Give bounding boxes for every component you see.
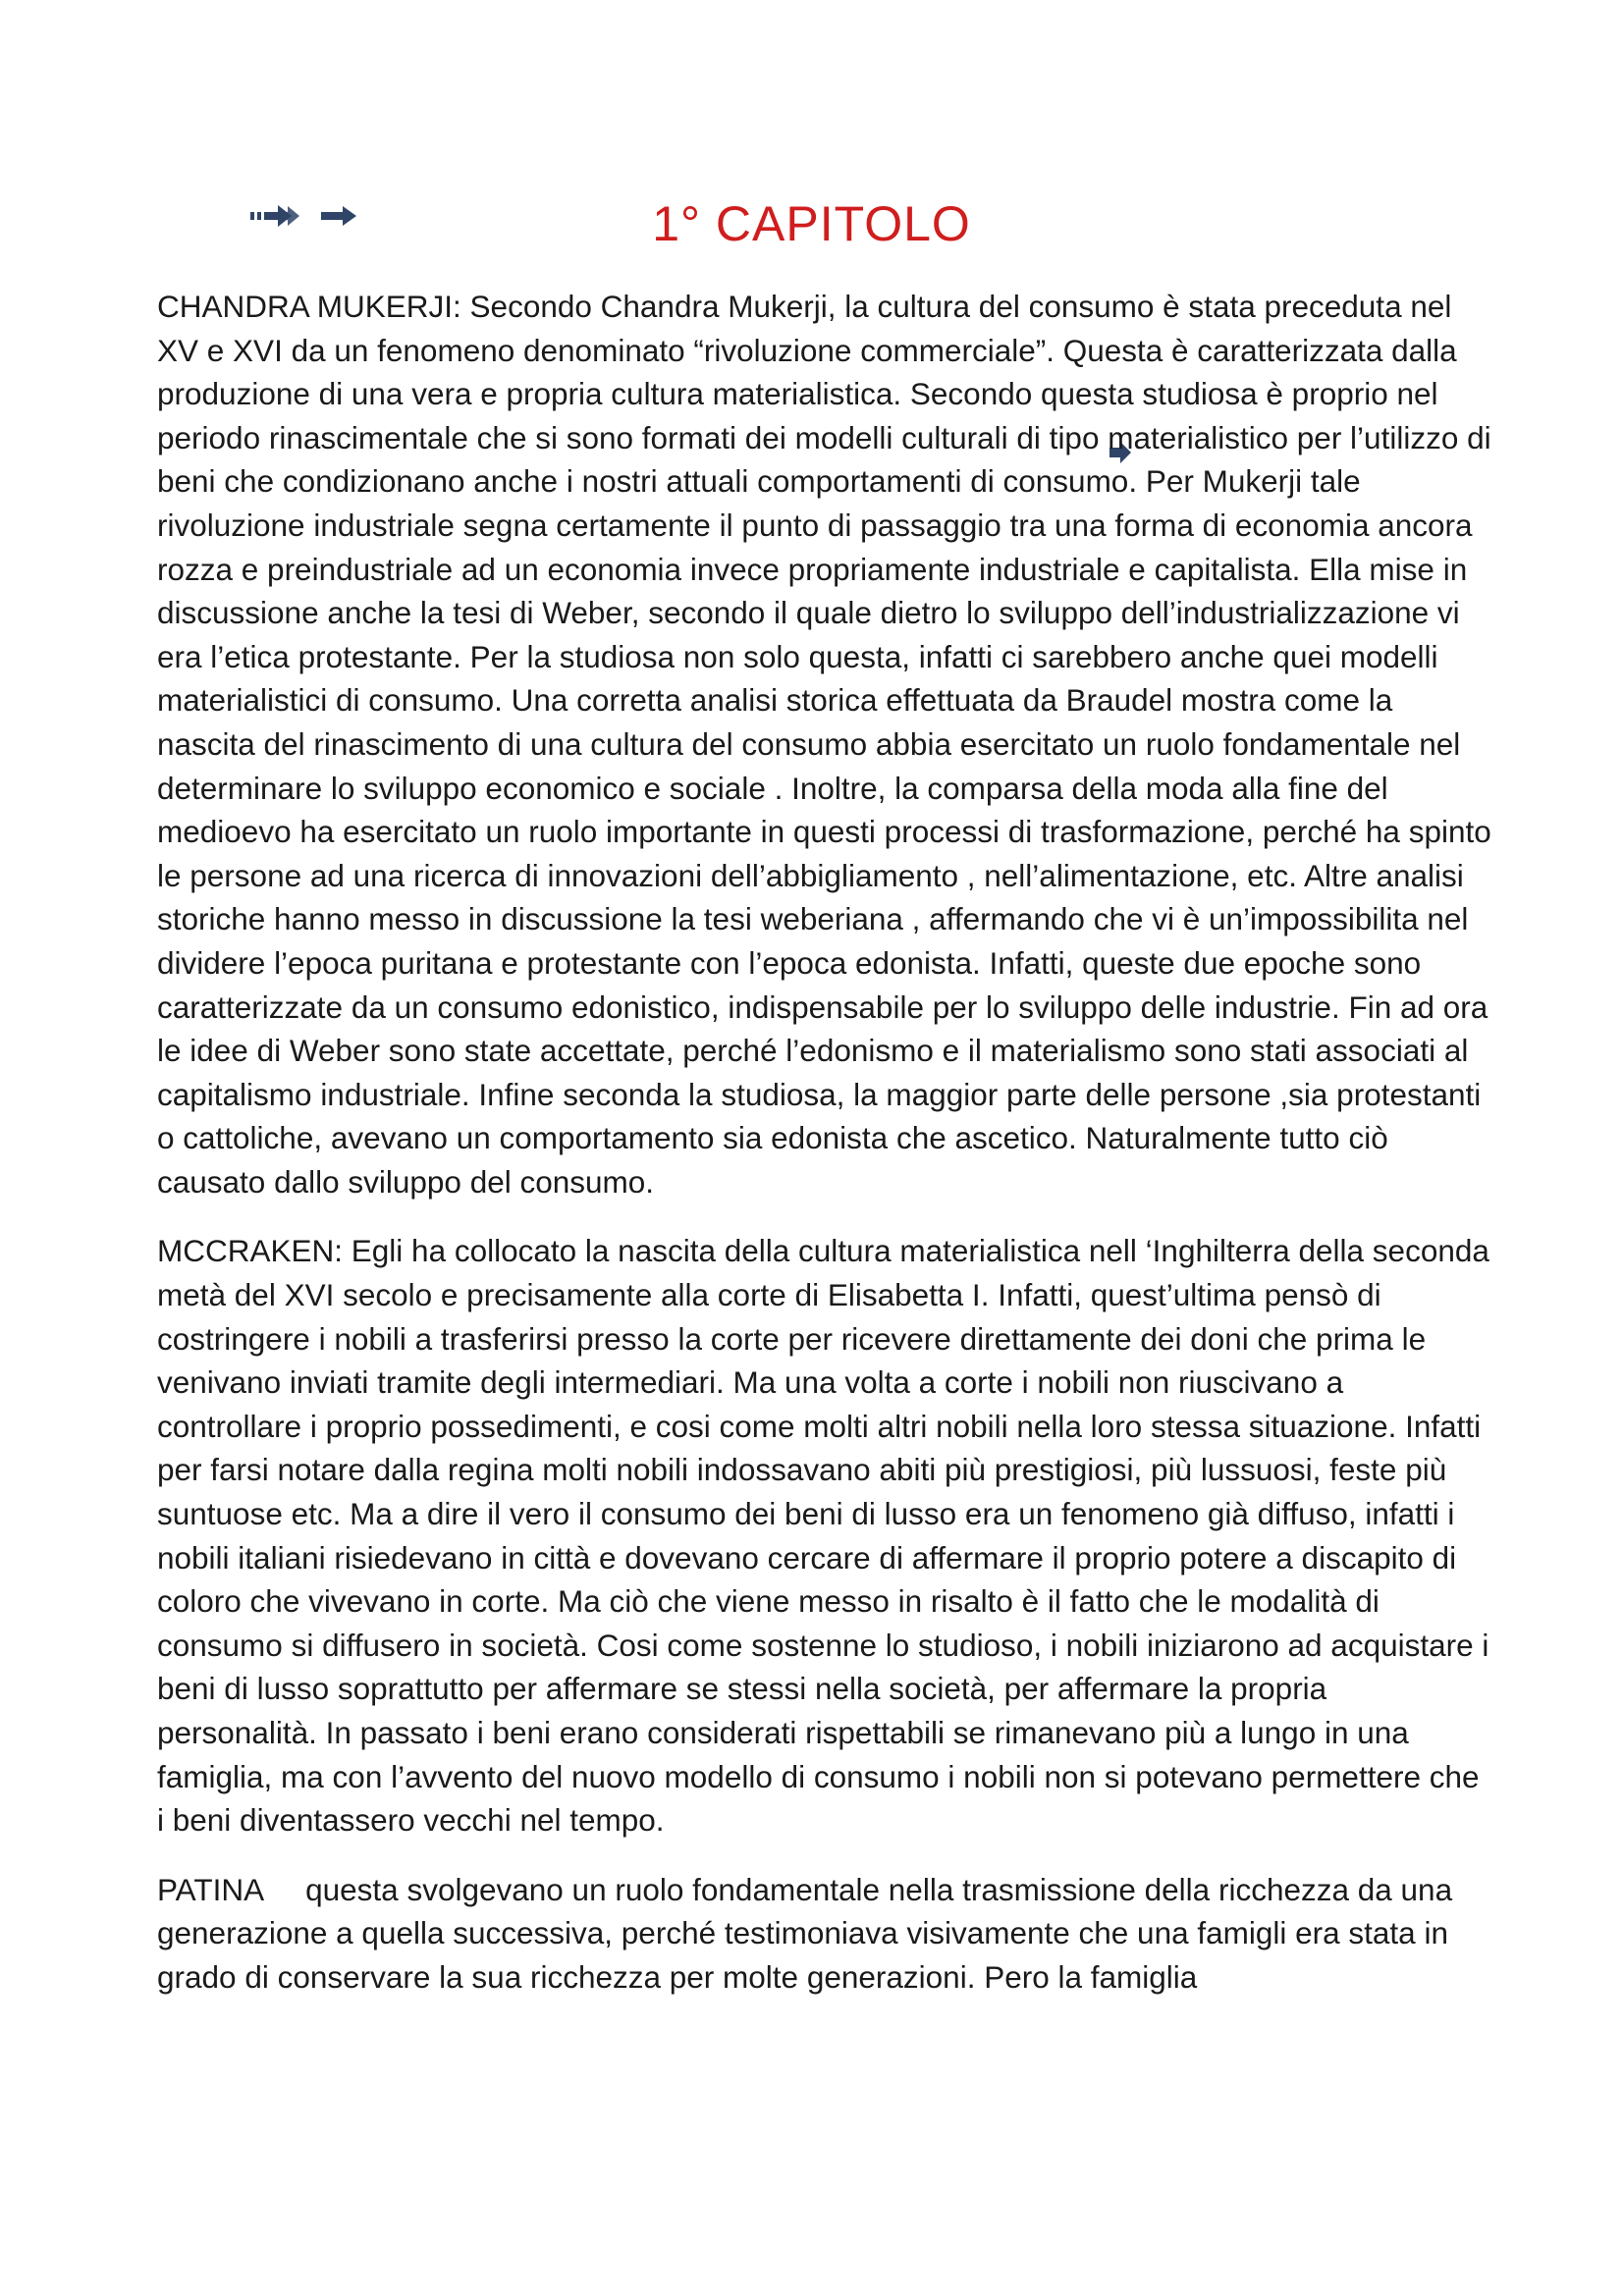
paragraph-mukerji: CHANDRA MUKERJI: Secondo Chandra Mukerji, la cultura del consumo è stata preceduta nel XV e XVI da un fenomeno denominato “rivoluzione commerciale”. Questa è caratterizzata dalla produzione di una vera e propria cultura materialistica. Secondo questa studiosa è proprio nel periodo rinascimentale che si sono formati dei modelli culturali di tipo materialistico per l’utilizzo di beni che condizionano anche i nostri attuali comportamenti di consumo. Per Mukerji tale rivoluzione industriale segna certamente il punto di passaggio tra una forma di economia ancora rozza e preindustriale ad un economia invece propriamente industriale e capitalista. Ella mise in discussione anche la tesi di Weber, secondo il quale dietro lo sviluppo dell’industrializzazione vi era l’etica protestante. Per la studiosa non solo questa, infatti ci sarebbero anche quei modelli materialistici di consumo. Una corretta analisi storica effettuata da Braudel mostra come la nascita del rinascimento di una cultura del consumo abbia esercitato un ruolo fondamentale nel determinare lo sviluppo economico e sociale . Inoltre, la comparsa della moda alla fine del medioevo ha esercitato un ruolo importante in questi processi di trasformazione, perché ha spinto le persone ad una ricerca di innovazioni dell’abbigliamento , nell’alimentazione, etc. Altre analisi storiche hanno messo in discussione la tesi weberiana , affermando che vi è un’impossibilita nel dividere l’epoca puritana e protestante con l’epoca edonista. Infatti, queste due epoche sono caratterizzate da un consumo edonistico, indispensabile per lo sviluppo delle industrie. Fin ad ora le idee di Weber sono state accettate, perché l’edonismo e il materialismo sono stati associati al capitalismo industriale. Infine seconda la studiosa, la maggior parte delle persone ,sia protestanti o cattoliche, avevano un comportamento sia edonista che ascetico. Naturalmente tutto ciò causato dallo sviluppo del consumo. [157,289,1491,1200]
paragraph-mccraken: MCCRAKEN: Egli ha collocato la nascita della cultura materialistica nell ‘Inghilterra della seconda metà del XVI secolo e precisamente alla corte di Elisabetta I. Infatti, quest’ultima pensò di costringere i nobili a trasferirsi presso la corte per ricevere direttamente dei doni che prima le venivano inviati tramite degli intermediari. Ma una volta a corte i nobili non riuscivano a controllare i proprio possedimenti, e cosi come molti altri nobili nella loro stessa situazione. Infatti per farsi notare dalla regina molti nobili indossavano abiti più prestigiosi, più lussuosi, feste più suntuose etc. Ma a dire il vero il consumo dei beni di lusso era un fenomeno già diffuso, infatti i nobili italiani risiedevano in città e dovevano cercare di affermare il proprio potere a discapito di coloro che vivevano in corte. Ma ciò che viene messo in risalto è il fatto che le modalità di consumo si diffusero in società. Cosi come sostenne lo studioso, i nobili iniziarono ad acquistare i beni di lusso soprattutto per affermare se stessi nella società, per affermare la propria personalità. In passato i beni erano considerati rispettabili se rimanevano più a lungo in una famiglia, ma con l’avvento del nuovo modello di consumo i nobili non si potevano permettere che i beni diventassero vecchi nel tempo. [157,1233,1489,1839]
page-title: 1° CAPITOLO [652,196,971,251]
document-body [157,285,1492,2025]
paragraph-patina: PATINA questa svolgevano un ruolo fondamentale nella trasmissione della ricchezza da una generazione a quella successiva, perché testimoniava visivamente che una famigli era stata in grado di conservare la sua ricchezza per molte generazioni. Pero la famiglia [157,1871,1461,1995]
